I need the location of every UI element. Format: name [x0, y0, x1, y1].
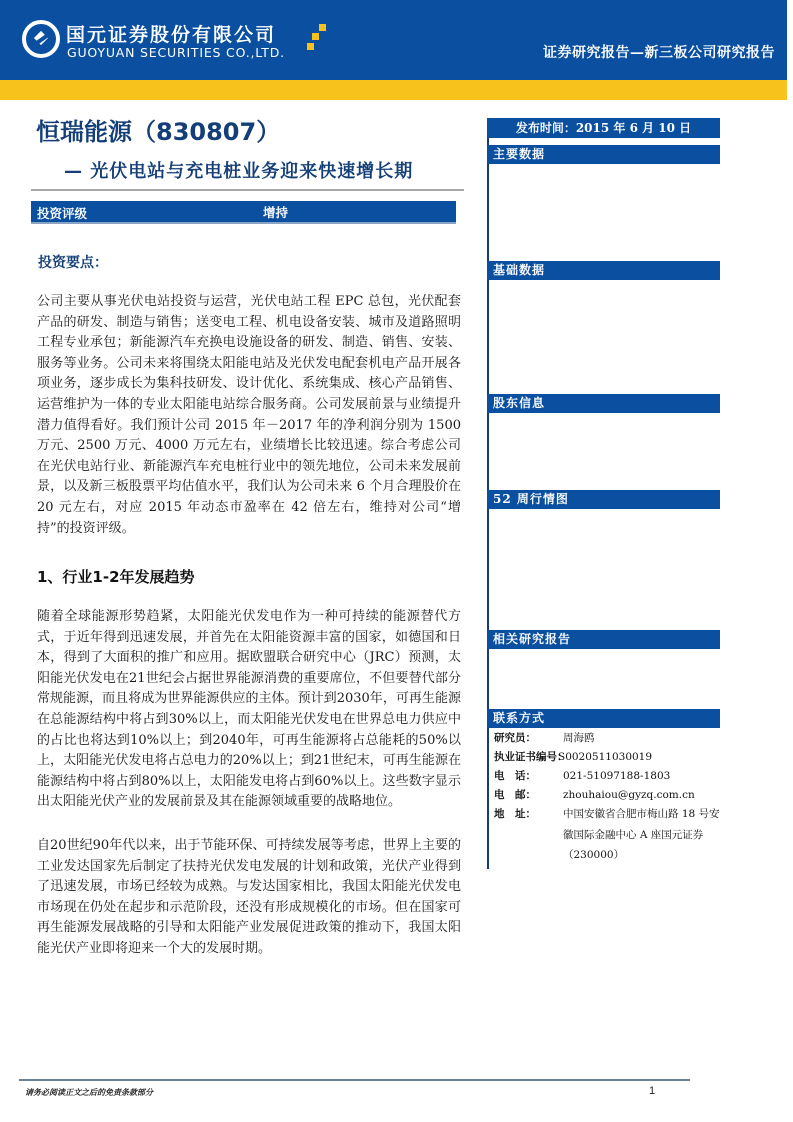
logo-square-icon [319, 24, 326, 31]
industry-trend-paragraph-2: 自20世纪90年代以来，出于节能环保、可持续发展等考虑，世界上主要的工业发达国家先后制定了扶持光伏发电发展的计划和政策，光伏产业得到了迅速发展，市场已经较为成熟。与发达国家相比，我国太阳能光伏发电市场现在仍处在起步和示范阶段，还没有形成规模化的市场。但在国家可再生能源发展战略的引导和太阳能产业发展促进政策的推动下，我国太阳能光伏产业即将迎来一个大的发展时期。 [37, 838, 461, 956]
rating-label: 投资评级 [37, 206, 88, 221]
industry-trend-paragraph-1: 随着全球能源形势趋紧，太阳能光伏发电作为一种可持续的能源替代方式，于近年得到迅速发展，并首先在太阳能资源丰富的国家，如德国和日本，得到了大面积的推广和应用。据欧盟联合研究中心（JRC）预测，太阳能光伏发电在21世纪会占据世界能源消费的重要席位，不但要替代部分常规能源，而且将成为世界能源供应的主体。预计到2030年，可再生能源在总能源结构中将占到30%以上，而太阳能光伏发电在世界总电力供应中的占比也将达到10%以上；到2040年，可再生能源将占总能耗的50%以上，太阳能光伏发电将占总电力的20%以上；到21世纪末，可再生能源在能源结构中将占到80%以上，太阳能发电将占到60%以上。这些数字显示出太阳能光伏产业的发展前景及其在能源领域重要的战略地位。 [37, 609, 461, 810]
sidebar-heading-main-data: 主要数据 [487, 145, 720, 164]
sidebar-heading-basic-data: 基础数据 [487, 261, 720, 280]
contact-label: 电 邮： [494, 789, 536, 801]
company-name-cn: 国元证券股份有限公司 [66, 24, 277, 46]
email-link[interactable]: zhouhaiou@gyzq.com.cn [563, 789, 695, 801]
rating-value: 增持 [263, 205, 289, 220]
sidebar-heading-contact: 联系方式 [487, 709, 720, 728]
title-divider [31, 189, 464, 191]
contact-value: （230000） [563, 849, 625, 861]
logo-square-icon [307, 43, 314, 50]
sidebar-heading-52-week-chart: 52 周行情图 [487, 490, 720, 509]
contact-value: S0020511030019 [558, 751, 653, 763]
rating-bar [31, 201, 456, 224]
sidebar-heading-shareholders: 股东信息 [487, 394, 720, 413]
page-number: 1 [649, 1085, 656, 1097]
contact-value: 021-51097188-1803 [563, 770, 671, 782]
sidebar-heading-related-reports: 相关研究报告 [487, 630, 720, 649]
investment-highlights-text: 公司主要从事光伏电站投资与运营，光伏电站工程 EPC 总包，光伏配套产品的研发、制造与销售；送变电工程、机电设备安装、城市及道路照明工程专业承包；新能源汽车充换电设施设备的研发、制造、销售、安装、服务等业务。公司未来将围绕太阳能电站及光伏发电配套机电产品开展各项业务，逐步成长为集科技研发、设计优化、系统集成、核心产品销售、运营维护为一体的专业太阳能电站综合服务商。公司发展前景与业绩提升潜力值得看好。我们预计公司 2015 年－2017 年的净利润分别为 1500 万元、2500 万元、4000 万元左右，业绩增长比较迅速。综合考虑公司在光伏电站行业、新能源汽车充电桩行业中的领先地位，公司未来发展前景，以及新三板股票平均估值水平，我们认为公司未来 6 个月合理股价在 20 元左右，对应 2015 年动态市盈率在 42 倍左右，维持对公司“增持”的投资评级。 [37, 294, 461, 536]
section-1-heading: 1、行业1-2年发展趋势 [37, 568, 195, 586]
footer-divider [19, 1079, 690, 1081]
contact-value: 徽国际金融中心 A 座国元证券 [563, 829, 704, 841]
publish-date: 发布时间：2015 年 6 月 10 日 [487, 118, 720, 138]
footer-disclaimer: 请务必阅读正文之后的免责条款部分 [25, 1087, 153, 1097]
contact-value: 周海鸥 [563, 732, 595, 744]
page-title: 恒瑞能源（830807） [36, 118, 281, 146]
header-accent-stripe [0, 80, 793, 100]
contact-label: 研究员： [494, 732, 536, 744]
contact-label: 地 址： [494, 808, 536, 820]
logo-square-icon [312, 33, 319, 40]
company-name-en: GUOYUAN SECURITIES CO.,LTD. [67, 45, 285, 60]
header-banner [0, 0, 793, 80]
investment-highlights-heading: 投资要点： [38, 255, 108, 271]
contact-label: 执业证书编号： [494, 751, 568, 763]
header-edge [787, 0, 793, 100]
contact-value: 中国安徽省合肥市梅山路 18 号安 [563, 808, 720, 820]
contact-label: 电 话： [494, 770, 536, 782]
page-subtitle: — 光伏电站与充电桩业务迎来快速增长期 [64, 161, 414, 182]
guoyuan-logo-icon [22, 20, 60, 58]
report-type: 证券研究报告—新三板公司研究报告 [543, 45, 775, 61]
